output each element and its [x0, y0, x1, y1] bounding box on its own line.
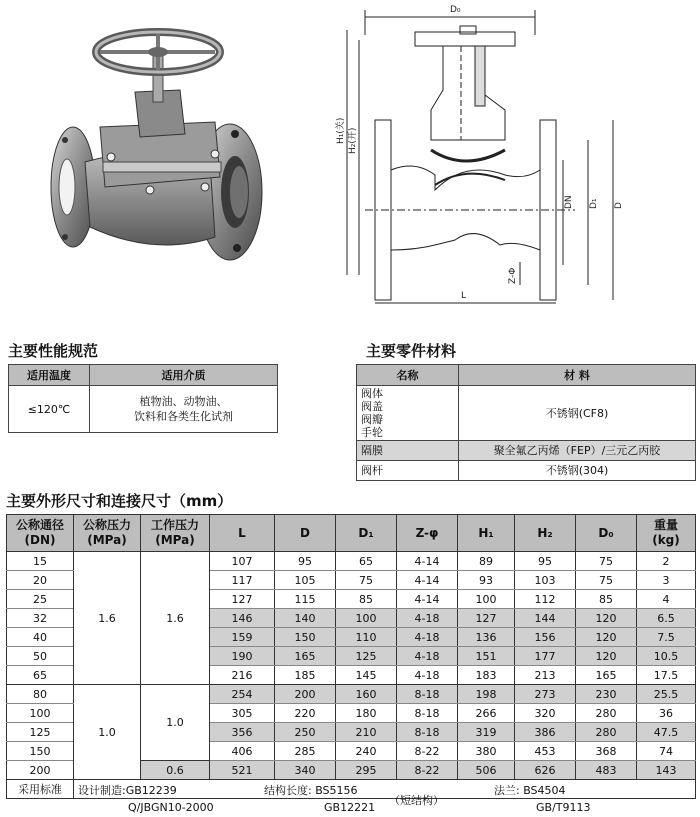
h1-cell: 319	[458, 723, 515, 742]
nominal-pressure-cell: 1.0	[74, 685, 141, 780]
h1-cell: 266	[458, 704, 515, 723]
std-length-note: （短结构）	[389, 794, 444, 807]
materials-title: 主要零件材料	[366, 342, 457, 360]
z-cell: 4-14	[397, 571, 458, 590]
header-d0: D₀	[576, 515, 637, 552]
h2-cell: 156	[515, 628, 576, 647]
standard-label: 采用标准	[7, 780, 74, 799]
material-value: 不锈钢(CF8)	[459, 386, 696, 441]
z-cell: 4-14	[397, 552, 458, 571]
z-cell: 8-22	[397, 742, 458, 761]
h2-cell: 320	[515, 704, 576, 723]
d0-cell: 165	[576, 666, 637, 685]
h2-cell: 453	[515, 742, 576, 761]
l-cell: 356	[210, 723, 275, 742]
header-d: D	[275, 515, 336, 552]
working-pressure-cell: 1.0	[141, 685, 210, 761]
d1-cell: 110	[336, 628, 397, 647]
label-d0: D₀	[450, 5, 461, 15]
w-cell: 17.5	[637, 666, 696, 685]
z-cell: 8-18	[397, 685, 458, 704]
d-cell: 115	[275, 590, 336, 609]
std-length-1: 结构长度: BS5156	[264, 784, 358, 797]
d0-cell: 368	[576, 742, 637, 761]
d0-cell: 280	[576, 704, 637, 723]
l-cell: 107	[210, 552, 275, 571]
media-line-1: 植物油、动物油、	[139, 395, 228, 408]
header-d1: D₁	[336, 515, 397, 552]
h1-cell: 89	[458, 552, 515, 571]
l-cell: 521	[210, 761, 275, 780]
dimensions-title: 主要外形尺寸和连接尺寸（mm）	[6, 492, 233, 510]
dn-cell: 50	[7, 647, 74, 666]
d1-cell: 145	[336, 666, 397, 685]
z-cell: 8-18	[397, 704, 458, 723]
l-cell: 254	[210, 685, 275, 704]
z-cell: 4-14	[397, 590, 458, 609]
z-cell: 4-18	[397, 609, 458, 628]
d0-cell: 483	[576, 761, 637, 780]
d0-cell: 85	[576, 590, 637, 609]
d1-cell: 210	[336, 723, 397, 742]
d-cell: 165	[275, 647, 336, 666]
dn-cell: 125	[7, 723, 74, 742]
part-names: 阀体 阀盖 阀瓣 手轮	[357, 386, 459, 441]
dn-cell: 150	[7, 742, 74, 761]
d1-cell: 85	[336, 590, 397, 609]
performance-table	[8, 364, 278, 433]
l-cell: 146	[210, 609, 275, 628]
h1-cell: 93	[458, 571, 515, 590]
h1-cell: 506	[458, 761, 515, 780]
w-cell: 47.5	[637, 723, 696, 742]
d1-cell: 240	[336, 742, 397, 761]
media-line-2: 饮料和各类生化试剂	[134, 410, 233, 423]
h2-cell: 95	[515, 552, 576, 571]
w-cell: 25.5	[637, 685, 696, 704]
header-h2: H₂	[515, 515, 576, 552]
d0-cell: 75	[576, 571, 637, 590]
z-cell: 8-18	[397, 723, 458, 742]
h1-cell: 151	[458, 647, 515, 666]
media-value	[90, 386, 278, 433]
table-row	[7, 552, 696, 571]
label-d1: D₁	[589, 198, 599, 209]
label-h2: H₂(开)	[348, 127, 358, 154]
d-cell: 200	[275, 685, 336, 704]
w-cell: 6.5	[637, 609, 696, 628]
h1-cell: 136	[458, 628, 515, 647]
std-design-1: 设计制造:GB12239	[78, 784, 177, 797]
standard-info	[74, 780, 696, 814]
d-cell: 185	[275, 666, 336, 685]
h1-cell: 127	[458, 609, 515, 628]
l-cell: 216	[210, 666, 275, 685]
z-cell: 4-18	[397, 628, 458, 647]
z-cell: 8-22	[397, 761, 458, 780]
part-names: 隔膜	[357, 441, 459, 461]
valve-photo	[45, 22, 267, 262]
d-cell: 140	[275, 609, 336, 628]
w-cell: 143	[637, 761, 696, 780]
header-wp: 工作压力 (MPa)	[141, 515, 210, 552]
l-cell: 159	[210, 628, 275, 647]
d-cell: 95	[275, 552, 336, 571]
working-pressure-cell: 0.6	[141, 761, 210, 780]
l-cell: 190	[210, 647, 275, 666]
h1-cell: 100	[458, 590, 515, 609]
material-value: 聚全氟乙丙烯（FEP）/三元乙丙胶	[459, 441, 696, 461]
dn-cell: 32	[7, 609, 74, 628]
working-pressure-cell: 1.6	[141, 552, 210, 685]
h2-cell: 103	[515, 571, 576, 590]
std-flange-1: 法兰: BS4504	[494, 784, 566, 797]
dimensions-body	[7, 552, 696, 780]
h1-cell: 183	[458, 666, 515, 685]
d-cell: 340	[275, 761, 336, 780]
d0-cell: 120	[576, 647, 637, 666]
dn-cell: 25	[7, 590, 74, 609]
performance-title: 主要性能规范	[8, 342, 99, 360]
label-d: D	[614, 202, 624, 209]
material-value: 不锈钢(304)	[459, 461, 696, 481]
d-cell: 105	[275, 571, 336, 590]
d-cell: 150	[275, 628, 336, 647]
valve-section-drawing	[335, 0, 635, 315]
label-l: L	[461, 291, 467, 301]
h2-cell: 144	[515, 609, 576, 628]
w-cell: 74	[637, 742, 696, 761]
d0-cell: 75	[576, 552, 637, 571]
dn-cell: 65	[7, 666, 74, 685]
header-l: L	[210, 515, 275, 552]
h2-cell: 177	[515, 647, 576, 666]
table-row	[7, 685, 696, 704]
l-cell: 406	[210, 742, 275, 761]
w-cell: 2	[637, 552, 696, 571]
d0-cell: 120	[576, 609, 637, 628]
w-cell: 10.5	[637, 647, 696, 666]
header-media: 适用介质	[90, 365, 278, 386]
header-dn: 公称通径 (DN)	[7, 515, 74, 552]
d-cell: 220	[275, 704, 336, 723]
header-part-name: 名称	[357, 365, 459, 386]
h2-cell: 213	[515, 666, 576, 685]
header-material: 材 料	[459, 365, 696, 386]
std-design-2: Q/JBGN10-2000	[128, 801, 214, 814]
header-pn: 公称压力 (MPa)	[74, 515, 141, 552]
label-dn: DN	[564, 195, 574, 209]
w-cell: 4	[637, 590, 696, 609]
h2-cell: 386	[515, 723, 576, 742]
dn-cell: 40	[7, 628, 74, 647]
dn-cell: 15	[7, 552, 74, 571]
nominal-pressure-cell: 1.6	[74, 552, 141, 685]
h1-cell: 198	[458, 685, 515, 704]
materials-table	[356, 364, 696, 481]
dimensions-table	[6, 514, 696, 814]
h2-cell: 112	[515, 590, 576, 609]
d0-cell: 280	[576, 723, 637, 742]
dn-cell: 20	[7, 571, 74, 590]
l-cell: 117	[210, 571, 275, 590]
d1-cell: 295	[336, 761, 397, 780]
header-temperature: 适用温度	[9, 365, 90, 386]
d1-cell: 75	[336, 571, 397, 590]
d1-cell: 125	[336, 647, 397, 666]
w-cell: 36	[637, 704, 696, 723]
d1-cell: 100	[336, 609, 397, 628]
dn-cell: 200	[7, 761, 74, 780]
d1-cell: 160	[336, 685, 397, 704]
z-cell: 4-18	[397, 666, 458, 685]
std-length-2: GB12221	[324, 801, 376, 814]
d-cell: 250	[275, 723, 336, 742]
std-flange-2: GB/T9113	[536, 801, 591, 814]
h2-cell: 273	[515, 685, 576, 704]
label-zphi: Z-Φ	[508, 267, 518, 284]
d1-cell: 65	[336, 552, 397, 571]
h1-cell: 380	[458, 742, 515, 761]
label-h1: H₁(关)	[336, 117, 346, 144]
w-cell: 3	[637, 571, 696, 590]
dn-cell: 80	[7, 685, 74, 704]
l-cell: 305	[210, 704, 275, 723]
h2-cell: 626	[515, 761, 576, 780]
header-h1: H₁	[458, 515, 515, 552]
header-z: Z-φ	[397, 515, 458, 552]
d-cell: 285	[275, 742, 336, 761]
part-names: 阀杆	[357, 461, 459, 481]
d0-cell: 230	[576, 685, 637, 704]
header-weight: 重量 (kg)	[637, 515, 696, 552]
temperature-value: ≤120℃	[9, 386, 90, 433]
w-cell: 7.5	[637, 628, 696, 647]
l-cell: 127	[210, 590, 275, 609]
z-cell: 4-18	[397, 647, 458, 666]
dn-cell: 100	[7, 704, 74, 723]
d1-cell: 180	[336, 704, 397, 723]
d0-cell: 120	[576, 628, 637, 647]
